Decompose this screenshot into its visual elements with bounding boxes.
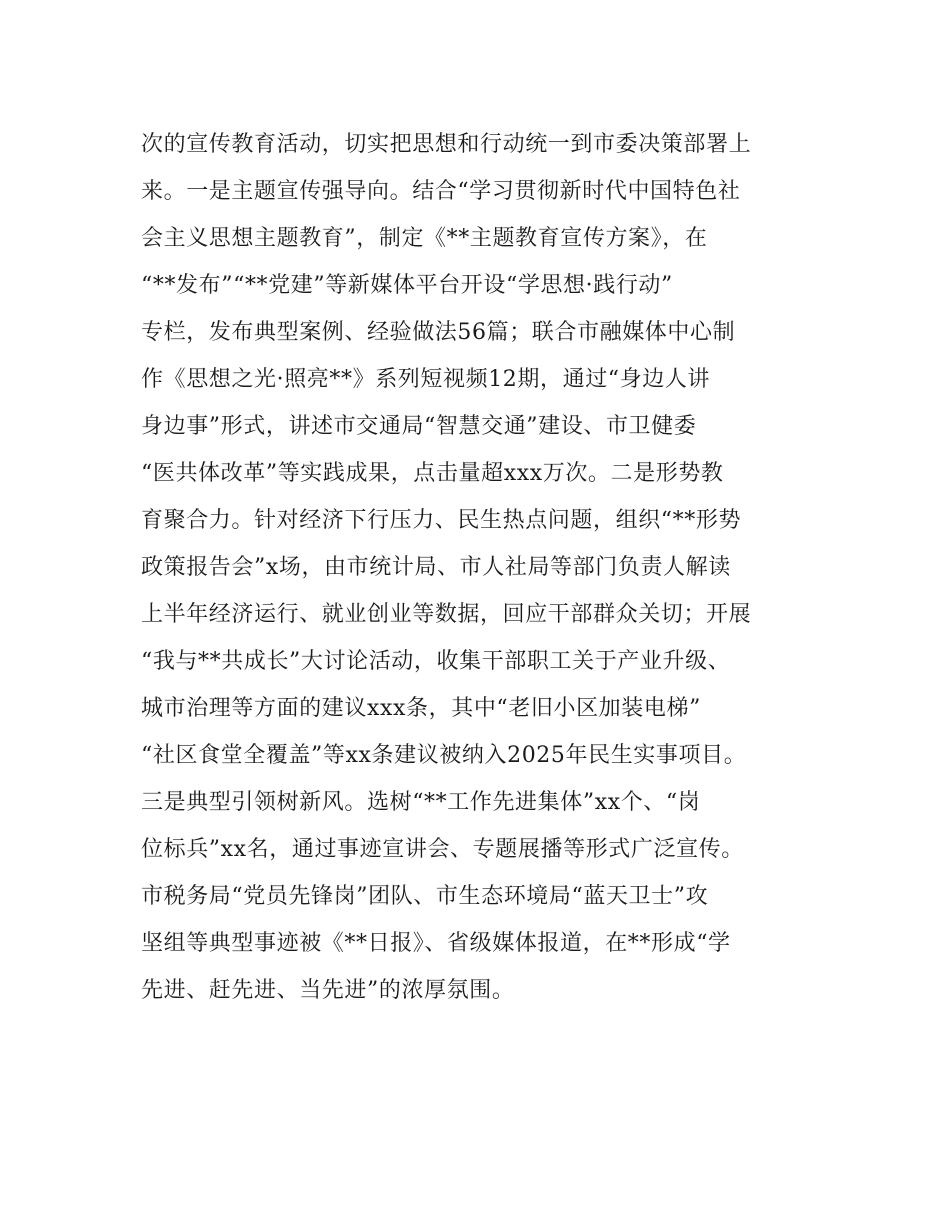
text-line: 作《思想之光·照亮**》系列短视频12期，通过“身边人讲 xyxy=(141,367,711,392)
text-line: 城市治理等方面的建议xxx条，其中“老旧小区加装电梯” xyxy=(141,696,701,721)
text-line: 先进、赶先进、当先进”的浓厚氛围。 xyxy=(141,978,515,1003)
text-line: “社区食堂全覆盖”等xx条建议被纳入2025年民生实事项目。 xyxy=(141,743,747,768)
text-line: 次的宣传教育活动，切实把思想和行动统一到市委决策部署上 xyxy=(141,132,752,157)
text-line: 三是典型引领树新风。选树“**工作先进集体”xx个、“岗 xyxy=(141,790,701,815)
text-line: 身边事”形式，讲述市交通局“智慧交通”建设、市卫健委 xyxy=(141,414,697,439)
text-line: 来。一是主题宣传强导向。结合“学习贯彻新时代中国特色社 xyxy=(141,179,741,204)
text-line: 坚组等典型事迹被《**日报》、省级媒体报道，在**形成“学 xyxy=(141,931,731,956)
text-line: “**发布”“**党建”等新媒体平台开设“学思想·践行动” xyxy=(141,273,673,298)
text-line: 上半年经济运行、就业创业等数据，回应干部群众关切；开展 xyxy=(141,602,752,627)
text-line: 政策报告会”x场，由市统计局、市人社局等部门负责人解读 xyxy=(141,555,731,580)
text-line: 市税务局“党员先锋岗”团队、市生态环境局“蓝天卫士”攻 xyxy=(141,884,709,909)
body-paragraph xyxy=(141,121,831,1014)
text-line: “我与**共成长”大讨论活动，收集干部职工关于产业升级、 xyxy=(141,649,731,674)
text-line: 会主义思想主题教育”，制定《**主题教育宣传方案》，在 xyxy=(141,226,708,251)
text-line: 育聚合力。针对经济下行压力、民生热点问题，组织“**形势 xyxy=(141,508,742,533)
text-line: 专栏，发布典型案例、经验做法56篇；联合市融媒体中心制 xyxy=(141,320,736,345)
text-line: “医共体改革”等实践成果，点击量超xxx万次。二是形势教 xyxy=(141,461,724,486)
text-line: 位标兵”xx名，通过事迹宣讲会、专题展播等形式广泛宣传。 xyxy=(141,837,744,862)
